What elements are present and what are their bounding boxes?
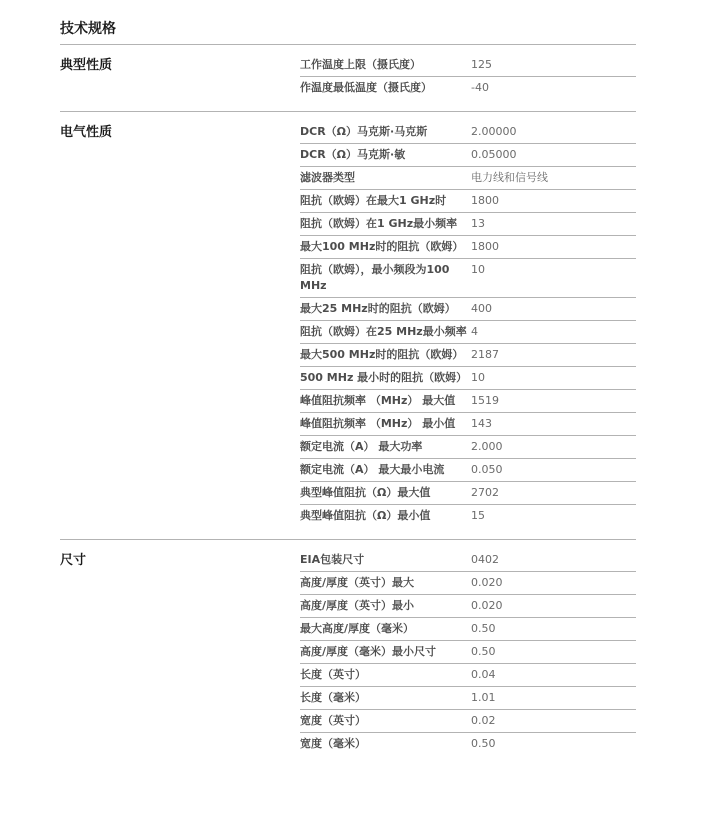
- spec-label: 滤波器类型: [300, 171, 355, 184]
- spec-value: 1519: [471, 394, 499, 407]
- spec-value: 0.50: [471, 622, 496, 635]
- spec-value: 0.50: [471, 645, 496, 658]
- spec-label: 典型峰值阻抗（Ω）最大值: [300, 486, 431, 499]
- spec-value: 0.02: [471, 714, 496, 727]
- spec-label: 额定电流（A） 最大功率: [300, 440, 423, 453]
- spec-row: [300, 321, 636, 344]
- spec-value: 10: [471, 263, 485, 276]
- spec-label: 最大100 MHz时的阻抗（欧姆）: [300, 240, 464, 253]
- spec-list: [300, 112, 636, 539]
- spec-label: 峰值阻抗频率 （MHz） 最小值: [300, 417, 456, 430]
- spec-label: 宽度（毫米）: [300, 737, 366, 750]
- spec-value: -40: [471, 81, 489, 94]
- spec-row: [300, 733, 636, 756]
- spec-value: 2.00000: [471, 125, 517, 138]
- spec-value: 0.020: [471, 599, 503, 612]
- section-dimensions: [60, 540, 636, 767]
- spec-value: 15: [471, 509, 485, 522]
- spec-row: [300, 190, 636, 213]
- spec-label: 阻抗（欧姆）在25 MHz最小频率: [300, 325, 467, 338]
- spec-label: 宽度（英寸）: [300, 714, 366, 727]
- spec-label: EIA包装尺寸: [300, 553, 365, 566]
- spec-value: 2187: [471, 348, 499, 361]
- spec-row: [300, 259, 636, 298]
- page-title: 技术规格: [60, 0, 636, 45]
- spec-label: 高度/厚度（毫米）最小尺寸: [300, 645, 437, 658]
- spec-value: 143: [471, 417, 492, 430]
- spec-label: 500 MHz 最小时的阻抗（欧姆）: [300, 371, 468, 384]
- spec-value: 0402: [471, 553, 499, 566]
- spec-row: [300, 167, 636, 190]
- spec-label: 最大500 MHz时的阻抗（欧姆）: [300, 348, 464, 361]
- spec-value: 0.020: [471, 576, 503, 589]
- spec-label: 最大25 MHz时的阻抗（欧姆）: [300, 302, 456, 315]
- spec-row: [300, 121, 636, 144]
- section-heading: 典型性质: [60, 58, 113, 73]
- spec-row: [300, 413, 636, 436]
- spec-row: [300, 710, 636, 733]
- spec-value: 400: [471, 302, 492, 315]
- spec-label: 作温度最低温度（摄氏度）: [300, 81, 432, 94]
- spec-row: [300, 549, 636, 572]
- spec-value: 1.01: [471, 691, 496, 704]
- spec-label: 长度（毫米）: [300, 691, 366, 704]
- spec-label: 阻抗（欧姆），最小频段为100 MHz: [300, 263, 450, 292]
- spec-label: 高度/厚度（英寸）最小: [300, 599, 415, 612]
- spec-row: [300, 390, 636, 413]
- spec-label: 阻抗（欧姆）在1 GHz最小频率: [300, 217, 458, 230]
- spec-value: 电力线和信号线: [471, 171, 548, 184]
- spec-row: [300, 641, 636, 664]
- spec-row: [300, 298, 636, 321]
- spec-list: [300, 45, 636, 111]
- spec-row: [300, 664, 636, 687]
- spec-label: 峰值阻抗频率 （MHz） 最大值: [300, 394, 456, 407]
- spec-value: 1800: [471, 240, 499, 253]
- spec-value: 13: [471, 217, 485, 230]
- spec-row: [300, 482, 636, 505]
- spec-value: 10: [471, 371, 485, 384]
- spec-label: 工作温度上限（摄氏度）: [300, 58, 421, 71]
- spec-list: [300, 540, 636, 767]
- spec-row: [300, 236, 636, 259]
- spec-value: 1800: [471, 194, 499, 207]
- spec-row: [300, 144, 636, 167]
- spec-row: [300, 618, 636, 641]
- spec-value: 0.50: [471, 737, 496, 750]
- spec-value: 125: [471, 58, 492, 71]
- spec-label: 长度（英寸）: [300, 668, 366, 681]
- spec-row: [300, 572, 636, 595]
- spec-label: DCR（Ω）马克斯·马克斯: [300, 125, 428, 138]
- spec-row: [300, 344, 636, 367]
- spec-row: [300, 436, 636, 459]
- section-heading: 尺寸: [60, 553, 87, 568]
- section-heading: 电气性质: [60, 125, 113, 140]
- spec-page: [60, 0, 636, 767]
- spec-value: 0.04: [471, 668, 496, 681]
- spec-row: [300, 687, 636, 710]
- spec-value: 2.000: [471, 440, 503, 453]
- spec-row: [300, 367, 636, 390]
- spec-row: [300, 505, 636, 528]
- spec-label: 阻抗（欧姆）在最大1 GHz时: [300, 194, 447, 207]
- section-typical-properties: [60, 45, 636, 112]
- spec-label: 额定电流（A） 最大最小电流: [300, 463, 445, 476]
- spec-row: [300, 459, 636, 482]
- spec-row: [300, 595, 636, 618]
- spec-value: 0.05000: [471, 148, 517, 161]
- spec-row: [300, 54, 636, 77]
- spec-label: DCR（Ω）马克斯·敏: [300, 148, 406, 161]
- spec-label: 高度/厚度（英寸）最大: [300, 576, 415, 589]
- spec-label: 典型峰值阻抗（Ω）最小值: [300, 509, 431, 522]
- spec-row: [300, 77, 636, 100]
- spec-value: 2702: [471, 486, 499, 499]
- spec-value: 0.050: [471, 463, 503, 476]
- section-electrical-properties: [60, 112, 636, 540]
- spec-value: 4: [471, 325, 478, 338]
- spec-label: 最大高度/厚度（毫米）: [300, 622, 415, 635]
- spec-row: [300, 213, 636, 236]
